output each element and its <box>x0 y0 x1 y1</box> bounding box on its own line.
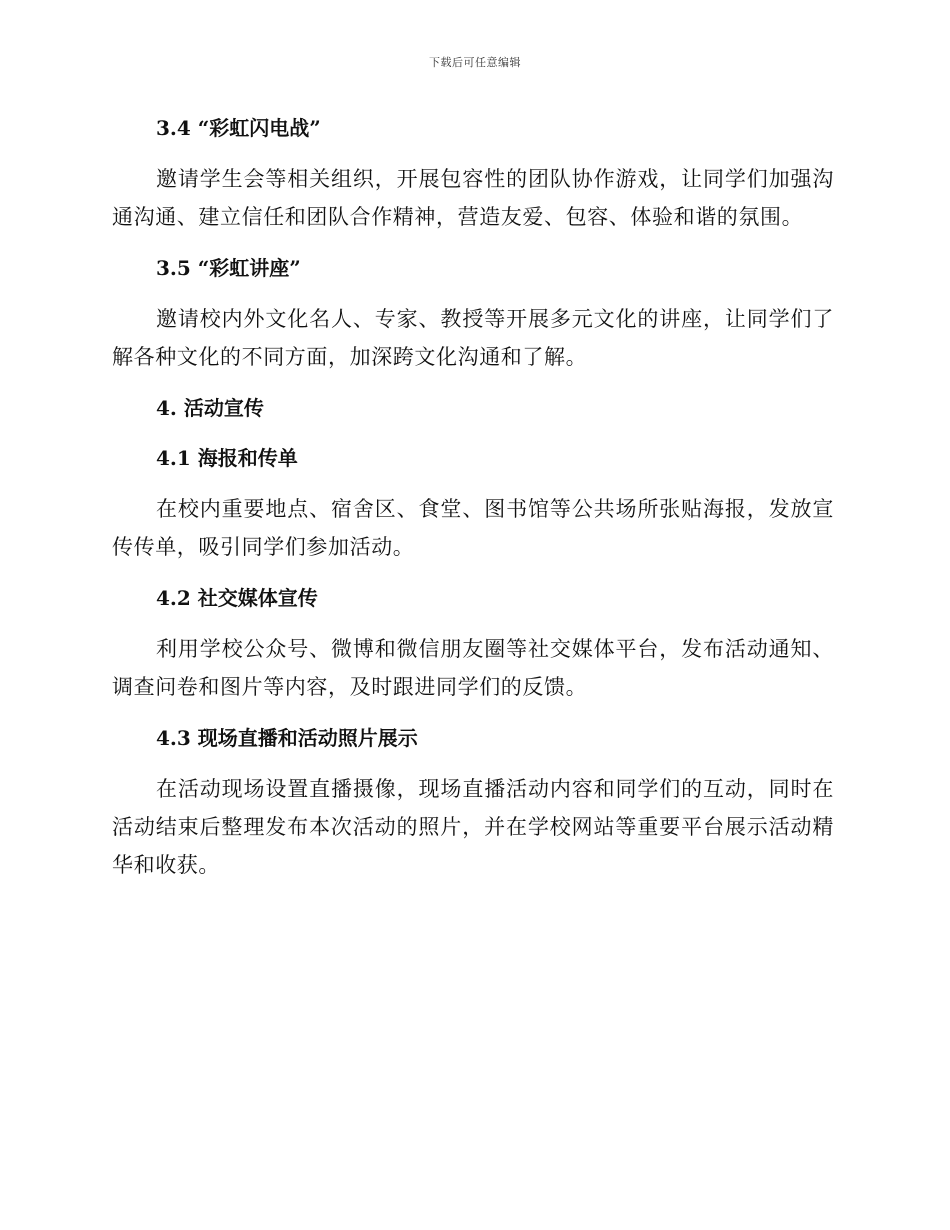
section-paragraph-3-4: 邀请学生会等相关组织，开展包容性的团队协作游戏，让同学们加强沟通沟通、建立信任和团队合作精神，营造友爱、包容、体验和谐的氛围。 <box>112 167 834 229</box>
section-paragraph-4-2: 利用学校公众号、微博和微信朋友圈等社交媒体平台，发布活动通知、调查问卷和图片等内容，及时跟进同学们的反馈。 <box>112 637 834 699</box>
document-body <box>112 110 834 884</box>
section-paragraph-4-1: 在校内重要地点、宿舍区、食堂、图书馆等公共场所张贴海报，发放宣传传单，吸引同学们参加活动。 <box>112 497 834 559</box>
section-heading-4: 4. 活动宣传 <box>156 396 264 420</box>
section-heading-4-1: 4.1 海报和传单 <box>156 446 298 470</box>
section-heading-3-4: 3.4 “彩虹闪电战” <box>156 116 321 140</box>
section-paragraph-3-5: 邀请校内外文化名人、专家、教授等开展多元文化的讲座，让同学们了解各种文化的不同方面，加深跨文化沟通和了解。 <box>112 307 834 369</box>
section-heading-4-2: 4.2 社交媒体宣传 <box>156 586 318 610</box>
section-heading-4-3: 4.3 现场直播和活动照片展示 <box>156 726 418 750</box>
section-paragraph-4-3: 在活动现场设置直播摄像，现场直播活动内容和同学们的互动，同时在活动结束后整理发布本次活动的照片，并在学校网站等重要平台展示活动精华和收获。 <box>112 777 834 877</box>
section-heading-3-5: 3.5 “彩虹讲座” <box>156 256 301 280</box>
header-note: 下载后可任意编辑 <box>429 56 521 69</box>
